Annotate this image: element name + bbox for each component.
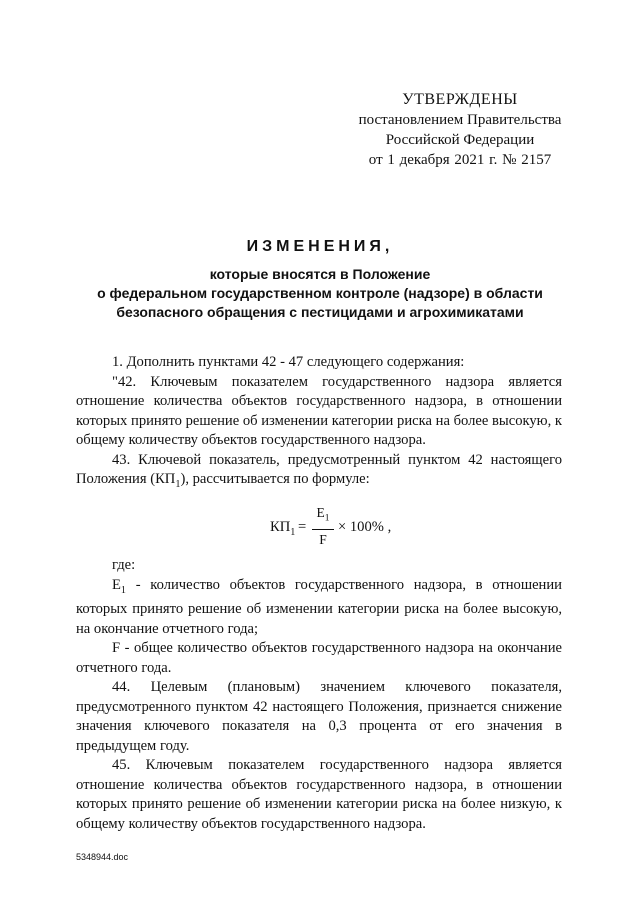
fraction-bar — [312, 529, 334, 530]
document-body — [76, 353, 562, 834]
formula-rhs: × 100% , — [338, 519, 392, 536]
paragraph: 1. Дополнить пунктами 42 - 47 следующего содержания: — [112, 354, 465, 370]
paragraph — [76, 451, 562, 495]
paragraph: 44. Целевым (плановым) значением ключевого показателя, предусмотренного пунктом 42 настоящего Положения, признается снижение значения ключевого показателя на 0,3 процента от его значения в предыдущем году. — [76, 679, 562, 754]
subtitle-line: безопасного обращения с пестицидами и агрохимикатами — [116, 304, 524, 320]
subscript: 1 — [175, 478, 181, 490]
formula-denominator: F — [319, 532, 327, 548]
paragraph-text: ), рассчитывается по формуле: — [180, 471, 370, 487]
subscript: 1 — [290, 527, 296, 539]
variable: E — [112, 576, 121, 593]
formula-lhs-text: КП — [270, 519, 291, 536]
paragraph: F - общее количество объектов государственного надзора на окончание отчетного года. — [76, 640, 562, 676]
subtitle-line: о федеральном государственном контроле (надзоре) в области — [97, 285, 543, 301]
approval-title: УТВЕРЖДЕНЫ — [402, 91, 518, 108]
formula-fraction — [312, 504, 334, 549]
numerator-text: E — [316, 505, 325, 521]
approval-line: постановлением Правительства — [358, 112, 562, 128]
subscript: 1 — [324, 514, 330, 525]
subscript: 1 — [120, 584, 127, 596]
formula-lhs — [270, 518, 295, 542]
footer-doc-id: 5348944.doc — [76, 852, 129, 862]
paragraph: 45. Ключевым показателем государственного надзора является отношение количества объектов государственного надзора, в отношении которых принято решение об изменении категории риска на более низкую, к общему количеству объектов государственного надзора. — [76, 757, 562, 832]
paragraph — [76, 576, 562, 639]
approval-line: Российской Федерации — [385, 132, 535, 148]
paragraph: где: — [112, 557, 136, 574]
formula — [76, 502, 562, 554]
approval-stamp — [330, 90, 590, 170]
approval-date: от 1 декабря 2021 г. № 2157 — [368, 152, 552, 168]
document-subtitle — [60, 265, 580, 322]
paragraph-text: 43. Ключевой показатель, предусмотренный пунктом 42 настоящего Положения (КП — [76, 451, 562, 487]
paragraph-text: - количество объектов государственного надзора, в отношении которых принято решение об изменении категории риска на более высокую, на окончание отчетного года; — [76, 576, 562, 637]
subtitle-line: которые вносятся в Положение — [209, 266, 431, 282]
formula-numerator — [312, 504, 334, 528]
paragraph: "42. Ключевым показателем государственного надзора является отношение количества объектов государственного надзора, в отношении которых принято решение об изменении категории риска на более высокую, к общему количеству объектов государственного надзора. — [76, 373, 562, 448]
document-title: ИЗМЕНЕНИЯ, — [246, 238, 394, 255]
formula-equals: = — [298, 519, 307, 536]
